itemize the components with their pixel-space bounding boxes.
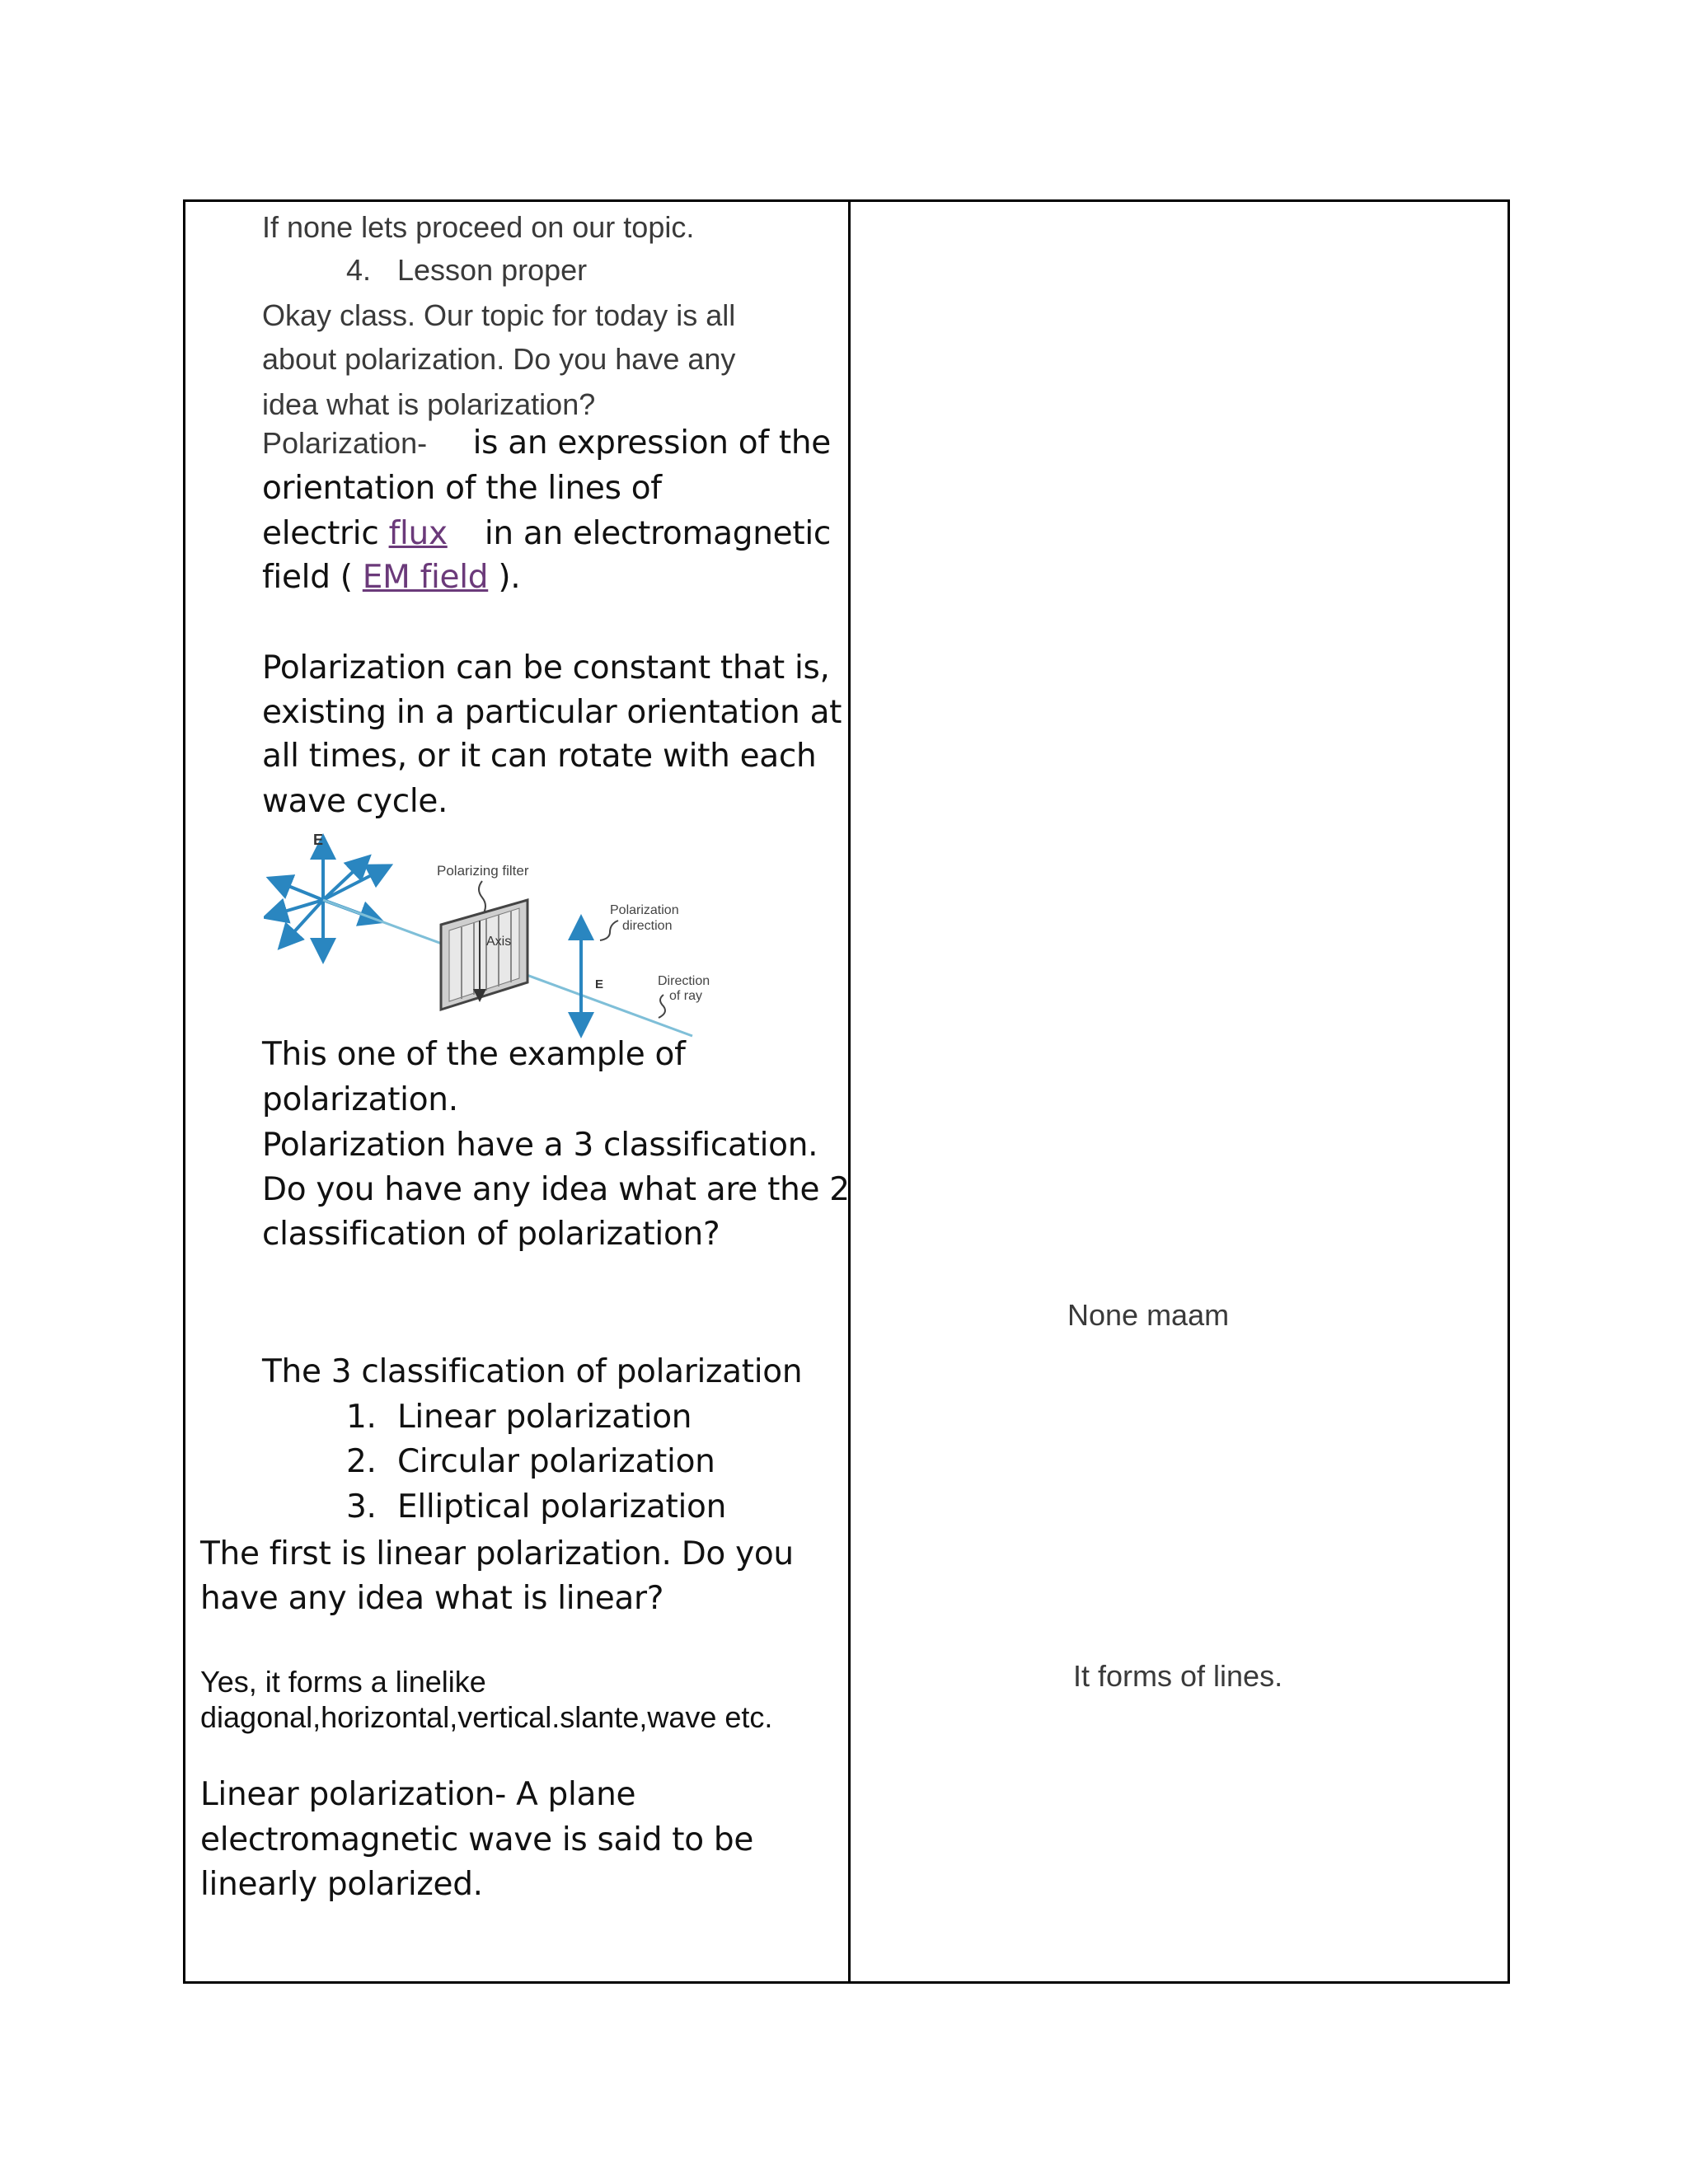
axis-label: Axis	[486, 935, 512, 949]
linear-q-line-1: The first is linear polarization. Do you	[200, 1535, 794, 1572]
yes-answer-line-1: Yes, it forms a linelike	[200, 1665, 486, 1699]
classif-title: The 3 classification of polarization	[262, 1353, 803, 1390]
student-answer-lines: It forms of lines.	[1073, 1659, 1283, 1693]
pol-dir-label-1: Polarization	[610, 903, 679, 917]
q1-line-2-text: about polarization. Do you have any	[262, 342, 736, 376]
def-line-2: orientation of the lines of	[262, 470, 662, 507]
ray-label-1: Direction	[658, 974, 710, 988]
student-answer-none: None maam	[1067, 1298, 1230, 1332]
lesson-table	[183, 199, 1510, 1984]
student-column	[851, 202, 1507, 1981]
def-line-3-pre: electric	[262, 515, 379, 552]
classif-q-line-1: Polarization have a 3 classification.	[262, 1127, 818, 1164]
def-line-4	[262, 559, 520, 596]
classif-item-2-label: Circular polarization	[397, 1443, 715, 1480]
q1-line-1-text: Okay class. Our topic for today is all	[262, 298, 736, 332]
def-term: Polarization-	[262, 426, 428, 460]
def-line-1-rest: is an expression of the	[472, 424, 831, 462]
def-line-3-post: in an electromagnetic	[484, 515, 831, 552]
linear-def-line-3: linearly polarized.	[200, 1866, 483, 1903]
linear-def-line-1-text: Linear polarization- A plane	[200, 1776, 636, 1813]
example-line-2: polarization.	[262, 1081, 458, 1118]
filter-label: Polarizing filter	[437, 863, 529, 879]
constant-line-4: wave cycle.	[262, 783, 448, 820]
intro-text: If none lets proceed on our topic.	[262, 210, 695, 244]
def-line-1	[262, 426, 831, 461]
constant-line-3: all times, or it can rotate with each	[262, 738, 817, 775]
classif-item-3-num: 3.	[346, 1488, 377, 1526]
teacher-column	[185, 202, 848, 1981]
classif-item-2-num: 2.	[346, 1443, 377, 1480]
def-line-3	[262, 515, 831, 552]
example-line-1	[262, 1036, 831, 1073]
e-label-top: E	[313, 832, 324, 848]
linear-q-line-2: have any idea what is linear?	[200, 1580, 664, 1617]
linear-def-line-2: electromagnetic wave is said to be	[200, 1821, 754, 1858]
constant-line-2: existing in a particular orientation at	[262, 694, 842, 731]
constant-line-1: Polarization can be constant that is,	[262, 649, 830, 687]
em-field-link[interactable]: EM field	[362, 559, 489, 596]
e-label-mid: E	[595, 977, 604, 991]
linear-def-line-1	[200, 1776, 831, 1813]
example-line-1-text: This one of the example of	[262, 1036, 686, 1073]
q1-line-3: idea what is polarization?	[262, 387, 596, 421]
ray-label-2: of ray	[669, 989, 703, 1003]
q1-line-1	[262, 298, 831, 333]
unpolarized-light-icon	[268, 840, 387, 958]
classif-q-line-3: classification of polarization?	[262, 1216, 720, 1253]
def-line-4-pre: field (	[262, 559, 353, 596]
flux-link[interactable]: flux	[388, 515, 448, 552]
q1-line-2	[262, 342, 831, 377]
classif-item-1-num: 1.	[346, 1399, 377, 1436]
classif-item-1-label: Linear polarization	[397, 1399, 692, 1436]
classif-q-line-2: Do you have any idea what are the 2	[262, 1171, 850, 1208]
step-4-number: 4.	[346, 253, 372, 287]
yes-answer-line-2: diagonal,horizontal,vertical.slante,wave etc.	[200, 1700, 773, 1734]
pol-dir-label-2: direction	[622, 919, 673, 933]
classif-item-3-label: Elliptical polarization	[397, 1488, 727, 1526]
step-4-label: Lesson proper	[397, 253, 588, 287]
polarizing-filter-icon	[441, 900, 528, 1010]
def-line-4-post: ).	[498, 559, 521, 596]
